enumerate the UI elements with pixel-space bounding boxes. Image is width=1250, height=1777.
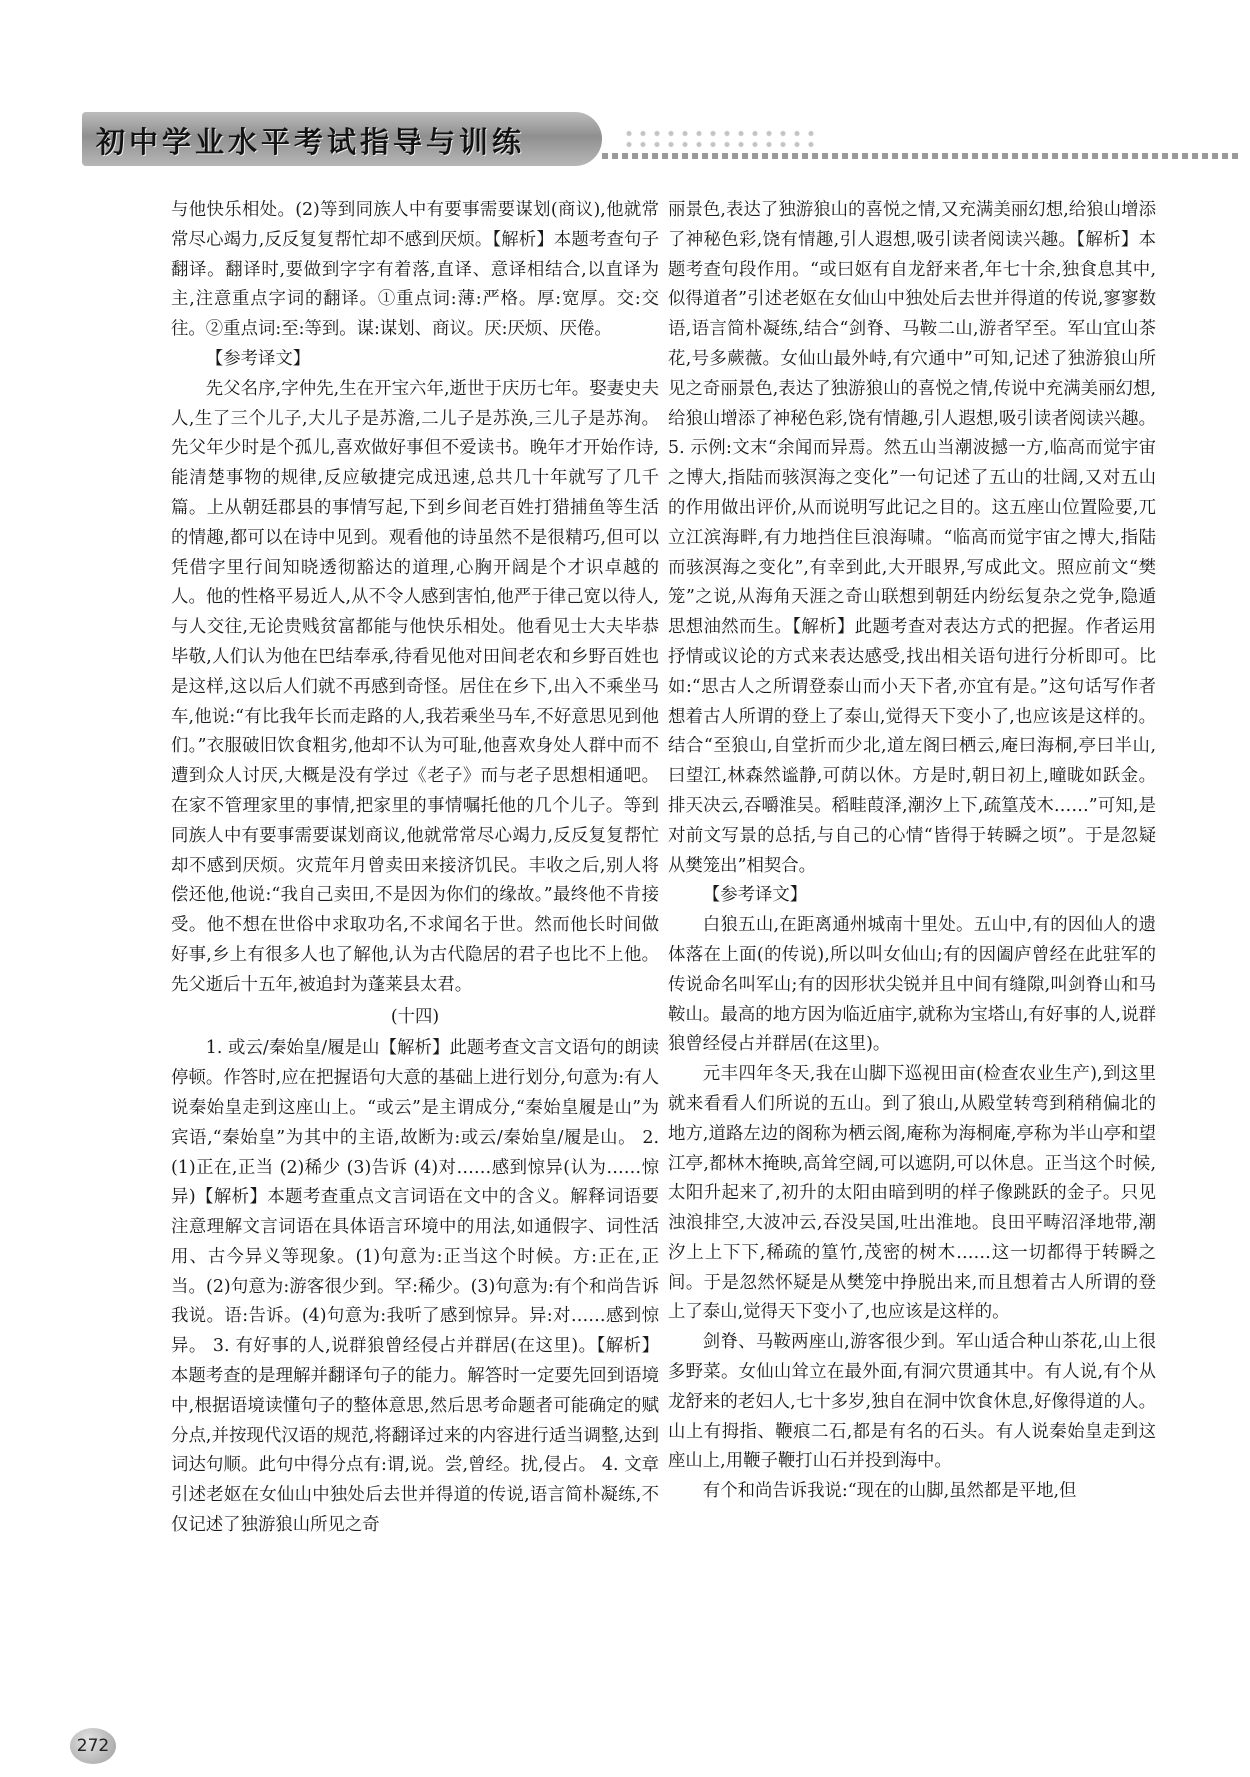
paragraph: 元丰四年冬天,我在山脚下巡视田亩(检查农业生产),到这里就来看看人们所说的五山。到了狼山,从殿堂转弯到稍稍偏北的地方,道路左边的阁称为栖云阁,庵称为海桐庵,亭称为半山亭和望江亭,都林木掩映,高耸空阔,可以遮阴,可以休息。正当这个时候,太阳升起来了,初升的太阳由暗到明的样子像跳跃的金子。只见浊浪排空,大波冲云,吞没吴国,吐出淮地。良田平畴沼泽地带,潮汐上上下下,稀疏的篁竹,茂密的树木……这一切都得于转瞬之间。于是忽然怀疑是从樊笼中挣脱出来,而且想着古人所谓的登上了泰山,觉得天下变小了,也应该是这样的。 (668, 1064, 1156, 1323)
page-number: 272 (70, 1728, 116, 1764)
header-rule (602, 153, 1242, 159)
paragraph: 与他快乐相处。(2)等到同族人中有要事需要谋划(商议),他就常常尽心竭力,反反复复帮忙却不感到厌烦。【解析】本题考查句子翻译。翻译时,要做到字字有着落,直译、意译相结合,以直译为主,注意重点字词的翻译。①重点词:薄:严格。厚:宽厚。交:交往。②重点词:至:等到。谋:谋划、商议。厌:厌烦、厌倦。 (171, 200, 659, 340)
paragraph: 白狼五山,在距离通州城南十里处。五山中,有的因仙人的遗体落在上面(的传说),所以叫女仙山;有的因阖庐曾经在此驻军的传说命名叫军山;有的因形状尖锐并且中间有缝隙,叫剑脊山和马鞍山。最高的地方因为临近庙宇,就称为宝塔山,有好事的人,说群狼曾经侵占并群居(在这里)。 (668, 915, 1156, 1055)
paragraph: 剑脊、马鞍两座山,游客很少到。军山适合种山茶花,山上很多野菜。女仙山耸立在最外面,有洞穴贯通其中。有人说,有个从龙舒来的老妇人,七十多岁,独自在洞中饮食休息,好像得道的人。山上有拇指、鞭痕二石,都是有名的石头。有人说秦始皇走到这座山上,用鞭子鞭打山石并投到海中。 (668, 1332, 1156, 1472)
left-column (171, 196, 659, 1541)
header-decoration (622, 128, 822, 150)
right-column (668, 196, 1156, 1507)
paragraph: 先父名序,字仲先,生在开宝六年,逝世于庆历七年。娶妻史夫人,生了三个儿子,大儿子是苏澹,二儿子是苏涣,三儿子是苏洵。先父年少时是个孤儿,喜欢做好事但不爱读书。晚年才开始作诗,能清楚事物的规律,反应敏捷完成迅速,总共几十年就写了几千篇。上从朝廷郡县的事情写起,下到乡间老百姓打猎捕鱼等生活的情趣,都可以在诗中见到。观看他的诗虽然不是很精巧,但可以凭借字里行间知晓透彻豁达的道理,心胸开阔是个才识卓越的人。他的性格平易近人,从不令人感到害怕,他严于律己宽以待人,与人交往,无论贵贱贫富都能与他快乐相处。他看见士大夫毕恭毕敬,人们认为他在巴结奉承,待看见他对田间老农和乡野百姓也是这样,这以后人们就不再感到奇怪。居住在乡下,出入不乘坐马车,他说:“有比我年长而走路的人,我若乘坐马车,不好意思见到他们。”衣服破旧饮食粗劣,他却不认为可耻,他喜欢身处人群中而不遭到众人讨厌,大概是没有学过《老子》而与老子思想相通吧。在家不管理家里的事情,把家里的事情嘱托他的几个儿子。等到同族人中有要事需要谋划商议,他就常常尽心竭力,反反复复帮忙却不感到厌烦。灾荒年月曾卖田来接济饥民。丰收之后,别人将偿还他,他说:“我自己卖田,不是因为你们的缘故。”最终他不肯接受。他不想在世俗中求取功名,不求闻名于世。然而他长时间做好事,乡上有很多人也了解他,认为古代隐居的君子也比不上他。先父逝后十五年,被追封为蓬莱县太君。 (171, 378, 659, 995)
paragraph: 丽景色,表达了独游狼山的喜悦之情,又充满美丽幻想,给狼山增添了神秘色彩,饶有情趣,引人遐想,吸引读者阅读兴趣。【解析】本题考查句段作用。“或曰妪有自龙舒来者,年七十余,独食息其中,似得道者”引述老妪在女仙山中独处后去世并得道的传说,寥寥数语,语言简朴凝练,结合“剑脊、马鞍二山,游者罕至。军山宜山茶花,号多蕨薇。女仙山最外峙,有穴通中”可知,记述了独游狼山所见之奇丽景色,表达了独游狼山的喜悦之情,传说中充满美丽幻想,给狼山增添了神秘色彩,饶有情趣,引人遐想,吸引读者阅读兴趣。 5. 示例:文末“余闻而异焉。然五山当潮波撼一方,临高而觉宇宙之博大,指陆而骇溟海之变化”一句记述了五山的壮阔,又对五山的作用做出评价,从而说明写此记之目的。这五座山位置险要,兀立江滨海畔,有力地挡住巨浪海啸。“临高而觉宇宙之博大,指陆而骇溟海之变化”,有幸到此,大开眼界,写成此文。照应前文“樊笼”之说,从海角天涯之奇山联想到朝廷内纷纭复杂之党争,隐遁思想油然而生。【解析】此题考查对表达方式的把握。作者运用抒情或议论的方式来表达感受,找出相关语句进行分析即可。比如:“思古人之所谓登泰山而小天下者,亦宜有是。”这句话写作者想着古人所谓的登上了泰山,觉得天下变小了,也应该是这样的。结合“至狼山,自堂折而少北,道左阁曰栖云,庵曰海桐,亭曰半山,曰望江,林森然谧静,可荫以休。方是时,朝日初上,曈昽如跃金。排天决云,吞嚼淮吴。稻畦葭泽,潮汐上下,疏篁茂木……”可知,是对前文写景的总括,与自己的心情“皆得于转瞬之顷”。于是忽疑从樊笼出”相契合。 (668, 200, 1156, 876)
reference-translation-heading: 【参考译文】 (702, 885, 808, 906)
paragraph: 有个和尚告诉我说:“现在的山脚,虽然都是平地,但 (702, 1481, 1077, 1502)
paragraph: 1. 或云/秦始皇/履是山【解析】此题考查文言文语句的朗读停顿。作答时,应在把握语句大意的基础上进行划分,句意为:有人说秦始皇走到这座山上。“或云”是主谓成分,“秦始皇履是山”为宾语,“秦始皇”为其中的主语,故断为:或云/秦始皇/履是山。 2. (1)正在,正当 (2)稀少 (3)告诉 (4)对……感到惊异(认为……惊异)【解析】本题考查重点文言词语在文中的含义。解释词语要注意理解文言词语在具体语言环境中的用法,如通假字、词性活用、古今异义等现象。(1)句意为:正当这个时候。方:正在,正当。(2)句意为:游客很少到。罕:稀少。(3)句意为:有个和尚告诉我说。语:告诉。(4)句意为:我听了感到惊异。异:对……感到惊异。 3. 有好事的人,说群狼曾经侵占并群居(在这里)。【解析】本题考查的是理解并翻译句子的能力。解答时一定要先回到语境中,根据语境读懂句子的整体意思,然后思考命题者可能确定的赋分点,并按现代汉语的规范,将翻译过来的内容进行适当调整,达到词达句顺。此句中得分点有:谓,说。尝,曾经。扰,侵占。 4. 文章引述老妪在女仙山中独处后去世并得道的传说,语言简朴凝练,不仅记述了独游狼山所见之奇 (171, 1038, 659, 1536)
page-header (82, 108, 1172, 170)
section-title: (十四) (390, 1006, 440, 1027)
book-title: 初中学业水平考试指导与训练 (96, 125, 526, 159)
reference-translation-heading: 【参考译文】 (205, 348, 311, 369)
